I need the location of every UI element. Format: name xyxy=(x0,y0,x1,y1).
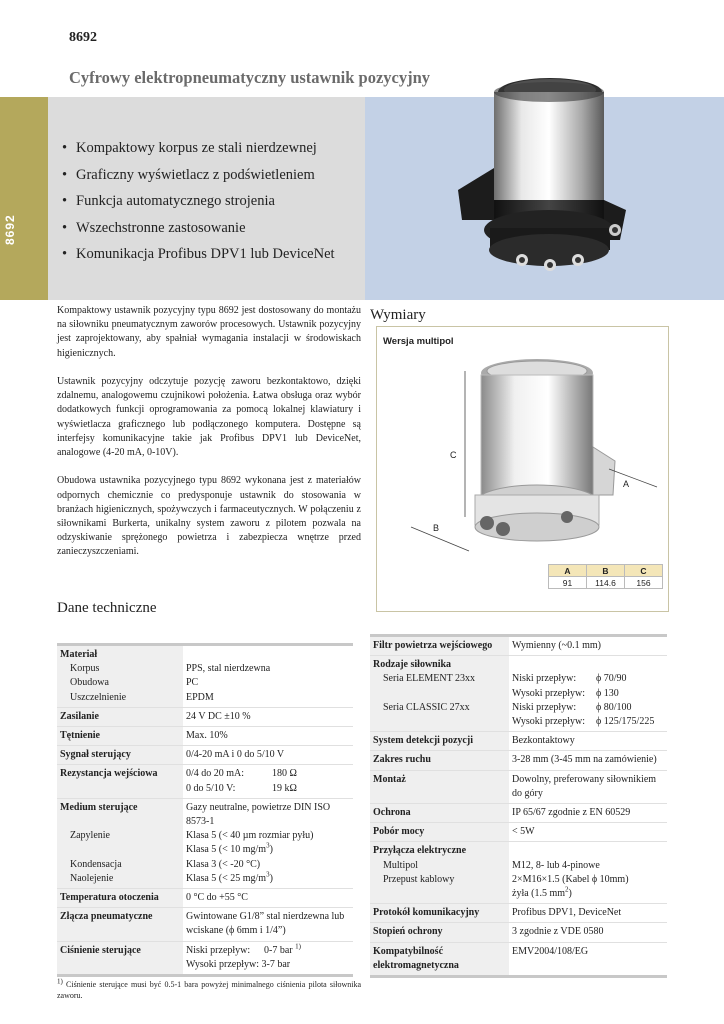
spec-key-label: Rodzaje siłownika xyxy=(373,659,452,671)
spec-subvalue: Klasa 5 (< 25 mg/m xyxy=(186,872,267,884)
spec-key-label: Przyłącza elektryczne xyxy=(373,845,467,857)
product-photo xyxy=(450,70,630,285)
side-tab xyxy=(0,97,48,300)
spec-subkey: Wysoki przepływ: xyxy=(512,687,585,699)
spec-key: System detekcji pozycji xyxy=(373,735,473,747)
description-paragraph: Obudowa ustawnika pozycyjnego typu 8692 wykonana jest z materiałów odpornych chemicznie co predysponuje ustawnik do stosowania w branżach higienicznych, spożywczych i farmaceutycznych. W połączeniu z siłownikami Burkerta, unikalny system zaworu z pilotem pozwala na odzyskiwanie sprężonego powietrza i zabezpiecza wnętrze przed zanieczyszczeniami. xyxy=(57,475,361,558)
spec-value xyxy=(183,645,353,708)
spec-subvalue: 2×M16×1.5 (Kabel ϕ 10mm) xyxy=(512,873,629,885)
dimensions-header: B xyxy=(587,565,625,577)
spec-subvalue: 180 Ω xyxy=(272,768,297,780)
spec-value: Bezkontaktowy xyxy=(512,735,575,747)
feature-list xyxy=(62,135,335,268)
spec-subvalue: ϕ 125/175/225 xyxy=(596,716,655,728)
dimensions-subtitle: Wersja multipol xyxy=(383,336,454,347)
feature-item: • Graficzny wyświetlacz z podświetleniem xyxy=(62,162,335,189)
spec-subkey: Niski przepływ: xyxy=(512,673,577,685)
spec-subkey: Niski przepływ: xyxy=(186,944,251,956)
spec-subkey: Obudowa xyxy=(70,677,109,689)
spec-subvalue: M12, 8- lub 4-pinowe xyxy=(512,859,600,871)
dimensions-table xyxy=(548,564,663,589)
footnote-mark: 1) xyxy=(57,977,63,986)
spec-subvalue: ϕ 70/90 xyxy=(596,673,627,685)
spec-key-label: Materiał xyxy=(60,649,98,660)
spec-key: Zakres ruchu xyxy=(373,754,431,766)
dimension-drawing xyxy=(377,327,668,557)
spec-key: Protokół komunikacyjny xyxy=(373,907,480,919)
specs-table-left xyxy=(57,643,353,977)
spec-row xyxy=(370,732,667,751)
spec-row xyxy=(370,842,667,904)
spec-value xyxy=(509,656,667,732)
spec-value: Profibus DPV1, DeviceNet xyxy=(512,907,622,919)
spec-value: Dowolny, preferowany siłownikiem do góry xyxy=(512,773,657,799)
spec-subvalue: Gazy neutralne, powietrze DIN ISO 8573-1 xyxy=(186,801,331,828)
spec-key xyxy=(57,645,183,708)
spec-row xyxy=(370,923,667,942)
feature-item: • Kompaktowy korpus ze stali nierdzewnej xyxy=(62,135,335,162)
spec-key: Temperatura otoczenia xyxy=(60,892,159,904)
feature-item: • Komunikacja Profibus DPV1 lub DeviceNet xyxy=(62,241,335,268)
feature-item: • Funkcja automatycznego strojenia xyxy=(62,188,335,215)
footnote xyxy=(57,979,361,1001)
spec-row xyxy=(370,656,667,732)
spec-row xyxy=(57,798,353,888)
spec-subvalue: EPDM xyxy=(186,691,214,703)
spec-value: 3-28 mm (3-45 mm na zamówienie) xyxy=(512,754,657,766)
spec-subkey: 0/4 do 20 mA: xyxy=(186,768,245,780)
spec-value: 0/4-20 mA i 0 do 5/10 V xyxy=(186,749,285,761)
spec-value: Gazy neutralne, powietrze DIN ISO 8573-1 Klasa 5 (< 40 µm rozmiar pyłu) Klasa 5 (< 10 $mg/m^3$) Klasa 3 (< -20 °C) Klasa 5 (< 25 $mg/m^3$) xyxy=(186,801,331,884)
spec-value: 3 zgodnie z VDE 0580 xyxy=(512,926,604,938)
spec-row xyxy=(57,941,353,975)
spec-row xyxy=(370,770,667,803)
spec-value: 24 V DC ±10 % xyxy=(186,710,251,722)
spec-key-label: Medium sterujące xyxy=(60,801,138,813)
spec-row xyxy=(370,751,667,770)
side-tab-label: 8692 xyxy=(3,214,17,245)
spec-key: Złącza pneumatyczne xyxy=(60,911,153,923)
spec-value xyxy=(183,941,353,975)
spec-subkey: Niski przepływ: xyxy=(512,701,577,713)
spec-row xyxy=(370,804,667,823)
spec-value: 0 °C do +55 °C xyxy=(186,892,248,904)
spec-row xyxy=(370,942,667,976)
spec-subkey: Korpus xyxy=(70,663,100,675)
specs-title: Dane techniczne xyxy=(57,600,157,616)
spec-row xyxy=(370,823,667,842)
feature-item: • Wszechstronne zastosowanie xyxy=(62,215,335,242)
spec-row xyxy=(57,908,353,941)
dimension-label-c: C xyxy=(450,450,457,460)
description-paragraph: Ustawnik pozycyjny odczytuje pozycję zaworu bezkontaktowo, dzięki zdalnemu, analogowemu czujnikowi położenia. Łatwa obsługa oraz wybór dodatkowych funkcji oprogramowania za pomocą lokalnej klawiatury i wyświetlacza graficznego lub podłączonego komputera. Dostępne są interfejsy komunikacyjne takie jak Profibus DPV1 lub DeviceNet, analogowe (4-20 mA, 0-10V). xyxy=(57,376,361,459)
spec-key xyxy=(57,798,183,888)
dimensions-title: Wymiary xyxy=(370,307,426,323)
dimensions-value: 114.6 xyxy=(587,577,625,589)
dimension-label-b: B xyxy=(433,523,440,533)
spec-subkey: Zapylenie xyxy=(70,830,110,842)
spec-value: < 5W xyxy=(512,826,535,838)
spec-key: Montaż xyxy=(373,773,406,785)
dimensions-header: A xyxy=(549,565,587,577)
footnote-text: Ciśnienie sterujące musi być 0.5-1 bara powyżej minimalnego ciśnienia pilota siłownika zaworu. xyxy=(57,980,361,1000)
spec-subvalue: Klasa 5 (< 10 mg/m xyxy=(186,844,267,856)
specs-table-right xyxy=(370,634,667,978)
dimensions-value: 156 xyxy=(625,577,663,589)
spec-subvalue: Klasa 3 (< -20 °C) xyxy=(186,858,261,870)
description xyxy=(57,304,361,574)
spec-value: Gwintowane G1/8” stal nierdzewna lub wciskane (ϕ 6mm i 1/4”) xyxy=(186,911,345,937)
description-paragraph: Kompaktowy ustawnik pozycyjny typu 8692 jest dostosowany do montażu na siłowniku pneumatycznym zaworów procesowych. Ustawnik pozycyjny jest zaprojektowany, aby spałniał wymagania instalacji w środowiskach higienicznych. xyxy=(57,305,361,359)
spec-key: Rezystancja wejściowa xyxy=(60,768,158,780)
spec-subkey: Kondensacja xyxy=(70,858,122,870)
spec-subvalue: PC xyxy=(186,677,199,689)
spec-subkey: 0 do 5/10 V: xyxy=(186,782,236,794)
spec-subvalue: ϕ 130 xyxy=(596,687,619,699)
spec-subvalue: Wysoki przepływ: 3-7 bar xyxy=(186,958,291,970)
spec-row xyxy=(57,645,353,708)
spec-value: EMV2004/108/EG xyxy=(512,945,589,957)
spec-key: Kompatybilność elektromagnetyczna xyxy=(373,945,459,971)
spec-key: Sygnał sterujący xyxy=(60,749,131,761)
spec-subvalue: ϕ 80/100 xyxy=(596,701,632,713)
spec-key: Ochrona xyxy=(373,807,411,819)
spec-value: Wymienny (~0.1 mm) xyxy=(512,640,601,651)
page-title: Cyfrowy elektropneumatyczny ustawnik pozycyjny xyxy=(69,68,431,87)
spec-key: Ciśnienie sterujące xyxy=(60,944,141,956)
spec-key: Stopień ochrony xyxy=(373,926,443,938)
spec-value xyxy=(183,765,353,798)
spec-key xyxy=(370,656,509,732)
dimensions-value: 91 xyxy=(549,577,587,589)
spec-row xyxy=(57,707,353,726)
spec-subkey: Przepust kablowy xyxy=(383,873,455,885)
spec-row xyxy=(57,727,353,746)
spec-row xyxy=(57,765,353,798)
spec-row xyxy=(57,889,353,908)
dimensions-panel xyxy=(376,326,669,612)
spec-subkey: Wysoki przepływ: xyxy=(512,716,585,728)
spec-value: IP 65/67 zgodnie z EN 60529 xyxy=(512,807,631,819)
spec-subvalue: Klasa 5 (< 40 µm rozmiar pyłu) xyxy=(186,830,314,842)
spec-subkey: Naolejenie xyxy=(70,872,114,884)
page-number: 8692 xyxy=(69,30,97,45)
spec-key: Zasilanie xyxy=(60,710,99,722)
spec-subvalue: żyła (1.5 mm xyxy=(512,888,566,900)
spec-value: Max. 10% xyxy=(186,730,228,742)
spec-value: M12, 8- lub 4-pinowe 2×M16×1.5 (Kabel ϕ 10mm) żyła (1.5 $mm^2$) xyxy=(512,859,629,900)
spec-subkey: Seria ELEMENT 23xx xyxy=(383,673,476,685)
spec-subvalue: 0-7 bar xyxy=(264,944,293,956)
dimension-label-a: A xyxy=(623,479,630,489)
spec-subvalue: 19 kΩ xyxy=(272,782,297,794)
footnote-ref: 1) xyxy=(295,942,301,951)
spec-row xyxy=(370,636,667,656)
spec-row xyxy=(57,746,353,765)
spec-subvalue: PPS, stal nierdzewna xyxy=(186,663,271,675)
spec-key: Pobór mocy xyxy=(373,826,425,838)
dimensions-header: C xyxy=(625,565,663,577)
spec-row xyxy=(370,904,667,923)
spec-key: Tętnienie xyxy=(60,730,100,742)
spec-key: Filtr powietrza wejściowego xyxy=(373,640,493,651)
spec-subkey: Seria CLASSIC 27xx xyxy=(383,701,470,713)
spec-subkey: Uszczelnienie xyxy=(70,691,127,703)
spec-subkey: Multipol xyxy=(383,859,419,871)
spec-key xyxy=(370,842,509,904)
